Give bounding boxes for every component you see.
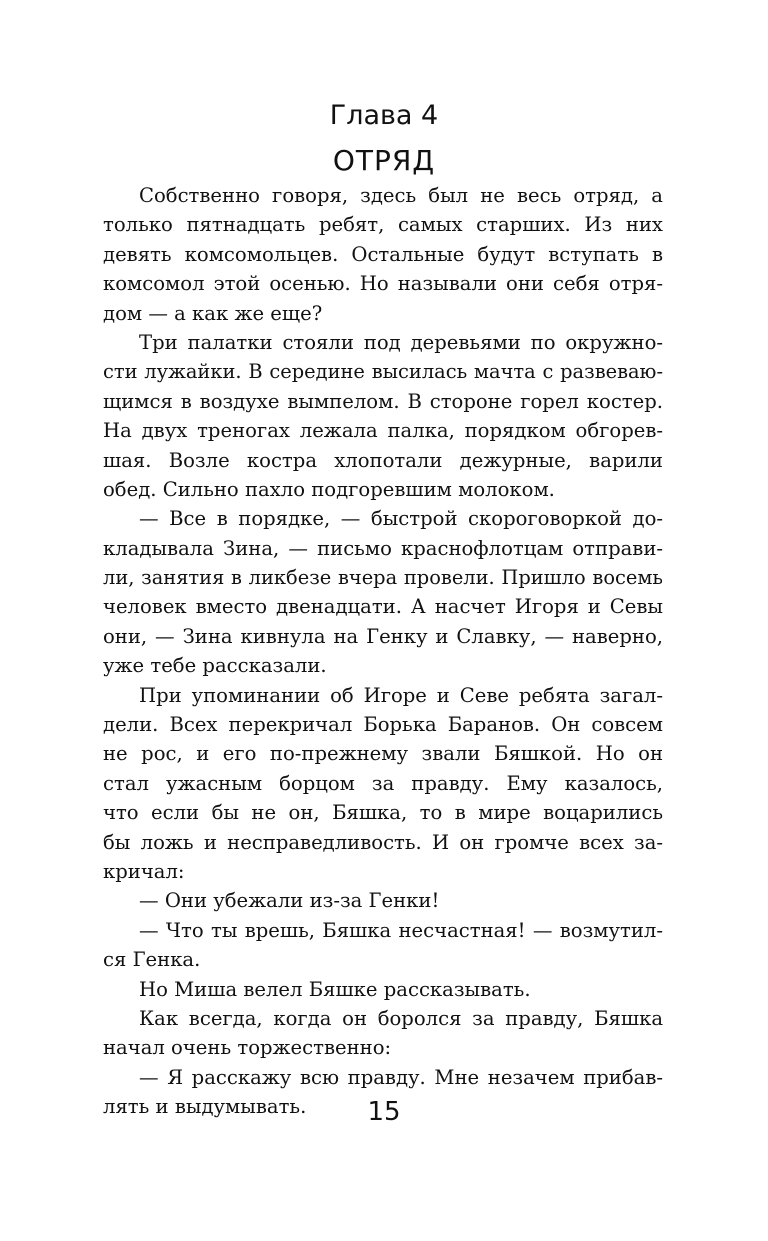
- text-line: лять и выдумывать.: [103, 1095, 307, 1119]
- text-line: — Они убежали из-за Генки!: [139, 889, 440, 913]
- text-line: стал ужасным борцом за правду. Ему казалось,: [103, 771, 663, 795]
- paragraph: [103, 886, 663, 915]
- text-line: — Я расскажу всю правду. Мне незачем прибав-: [139, 1065, 663, 1089]
- text-line: они, — Зина кивнула на Генку и Славку, — наверно,: [103, 624, 663, 648]
- paragraph: [103, 681, 663, 887]
- text-line: На двух треногах лежала палка, порядком обгорев-: [103, 419, 663, 443]
- page-number: 15: [367, 1097, 401, 1127]
- paragraph: [103, 916, 663, 975]
- paragraph: [103, 1004, 663, 1063]
- text-line: Как всегда, когда он боролся за правду, Бяшка: [139, 1006, 663, 1030]
- text-line: сти лужайки. В середине высилась мачта с развеваю-: [103, 360, 663, 384]
- text-line: дели. Всех перекричал Борька Баранов. Он совсем: [103, 713, 663, 737]
- text-line: кричал:: [103, 859, 185, 883]
- text-line: комсомол этой осенью. Но называли они себя отря-: [103, 272, 663, 296]
- paragraph: [103, 975, 663, 1004]
- chapter-title: ОТРЯД: [332, 144, 436, 177]
- chapter-number: Глава 4: [329, 100, 439, 131]
- text-line: Но Миша велел Бяшке рассказывать.: [139, 977, 531, 1001]
- text-line: щимся в воздухе вымпелом. В стороне горел костер.: [103, 389, 663, 413]
- text-line: ли, занятия в ликбезе вчера провели. Пришло восемь: [103, 566, 663, 590]
- text-line: Три палатки стояли под деревьями по окружно-: [139, 330, 663, 354]
- text-line: бы ложь и несправедливость. И он громче всех за-: [103, 830, 663, 854]
- text-line: обед. Сильно пахло подгоревшим молоком.: [103, 477, 555, 501]
- paragraph: [103, 181, 663, 328]
- text-line: — Все в порядке, — быстрой скороговоркой до-: [139, 507, 663, 531]
- text-line: шая. Возле костра хлопотали дежурные, варили: [103, 448, 663, 472]
- text-line: что если бы не он, Бяшка, то в мире воцарились: [103, 801, 663, 825]
- text-line: девять комсомольцев. Остальные будут вступать в: [103, 242, 663, 266]
- page-body: [103, 181, 663, 1122]
- text-line: уже тебе рассказали.: [103, 654, 327, 678]
- text-line: При упоминании об Игоре и Севе ребята загал-: [139, 683, 663, 707]
- text-line: — Что ты врешь, Бяшка несчастная! — возмутил-: [139, 918, 663, 942]
- text-line: дом — а как же еще?: [103, 301, 323, 325]
- text-line: человек вместо двенадцати. А насчет Игоря и Севы: [103, 595, 663, 619]
- text-line: только пятнадцать ребят, самых старших. Из них: [103, 213, 663, 237]
- text-line: Собственно говоря, здесь был не весь отряд, а: [139, 184, 663, 207]
- text-line: не рос, и его по-прежнему звали Бяшкой. Но он: [103, 742, 663, 766]
- text-line: ся Генка.: [103, 948, 201, 972]
- paragraph: [103, 504, 663, 680]
- paragraph: [103, 328, 663, 504]
- text-line: кладывала Зина, — письмо краснофлотцам отправи-: [103, 536, 663, 560]
- text-line: начал очень торжественно:: [103, 1036, 392, 1060]
